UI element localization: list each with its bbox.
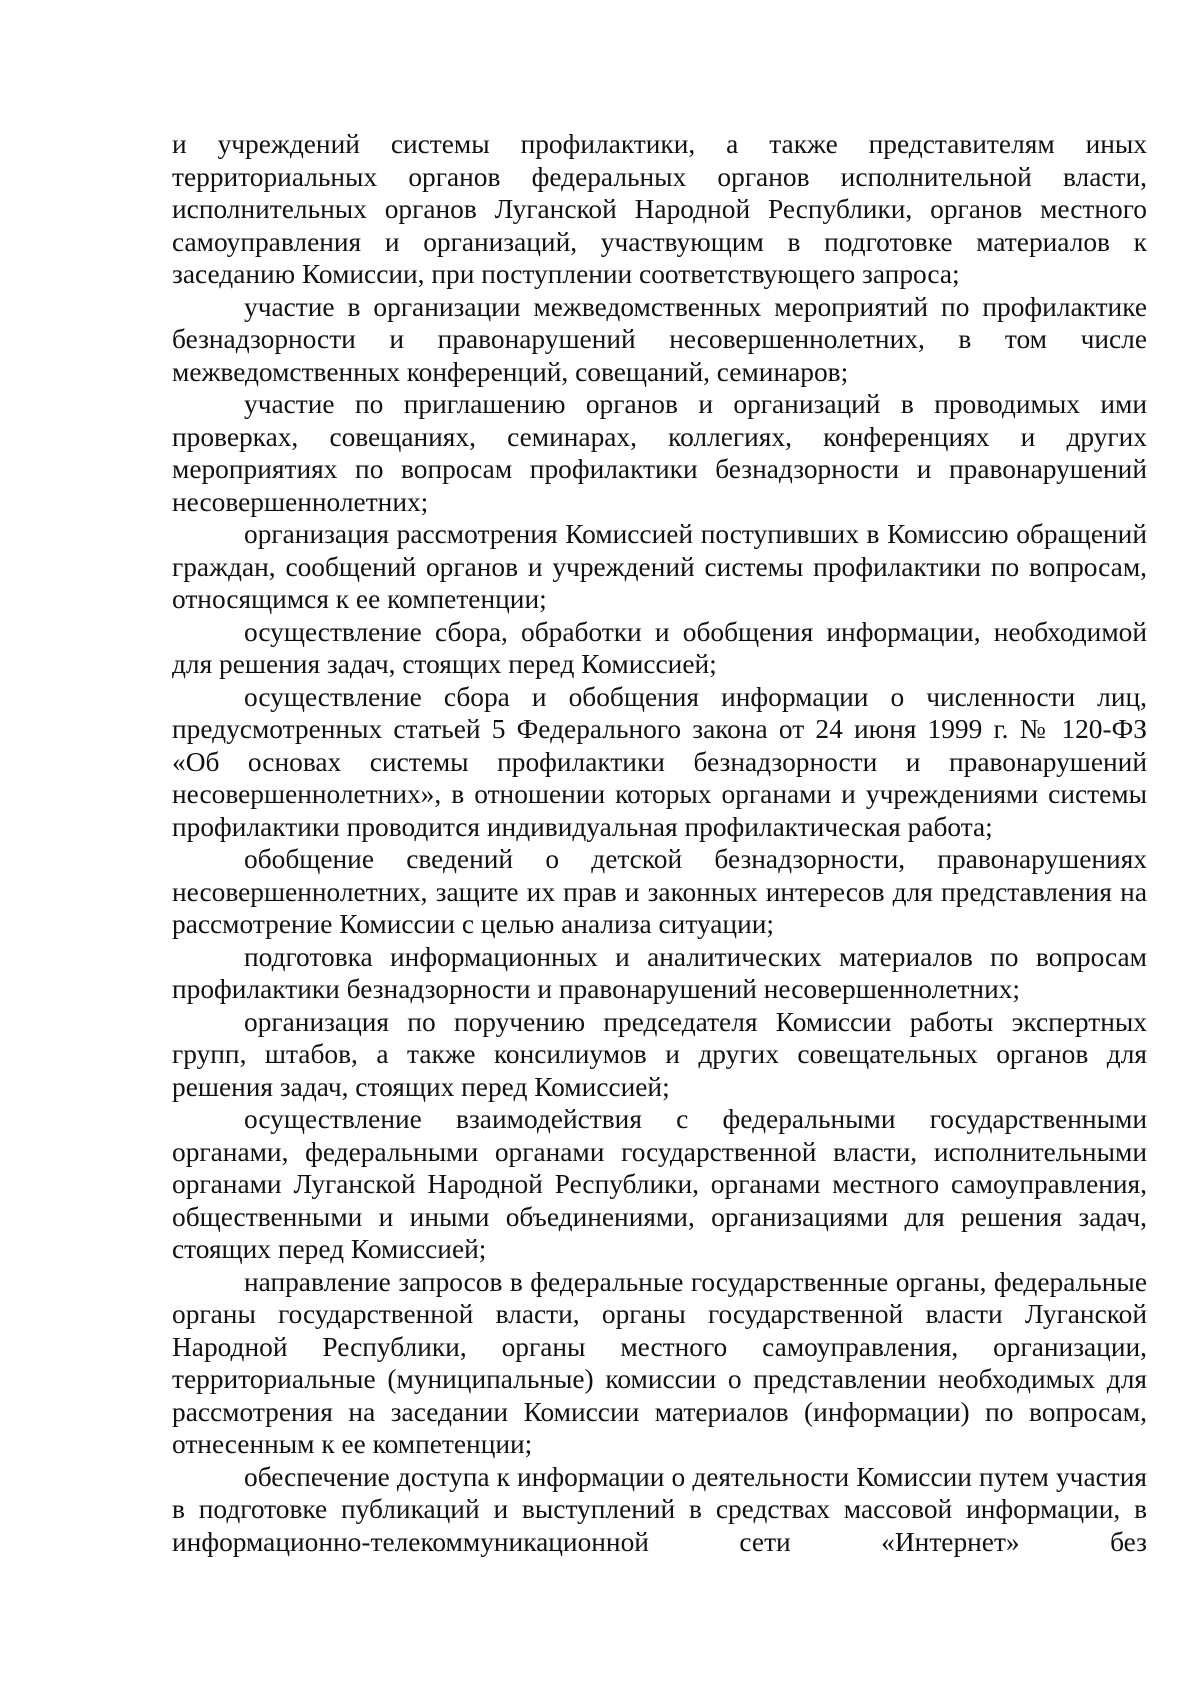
paragraph-appeals-review: организация рассмотрения Комиссией поступивших в Комиссию обращений граждан, сообщений органов и учреждений системы профилактики по вопросам, относящимся к ее компетенции;: [172, 519, 1147, 614]
paragraph-continuation: и учреждений системы профилактики, а также представителям иных территориальных органов федеральных органов исполнительной власти, исполнительных органов Луганской Народной Республики, органов местного самоуправления и организаций, участвующим в подготовке материалов к заседанию Комиссии, при поступлении соответствующего запроса;: [172, 129, 1147, 289]
paragraph-information-access: обеспечение доступа к информации о деятельности Комиссии путем участия в подготовке публикаций и выступлений в средствах массовой информации, в информационно-телекоммуникационной сети «Интернет» без: [172, 1461, 1147, 1557]
paragraph-interaction: осуществление взаимодействия с федеральными государственными органами, федеральными органами государственной власти, исполнительными органами Луганской Народной Республики, органами местного самоуправления, общественными и иными объединениями, организациями для решения задач, стоящих перед Комиссией;: [172, 1104, 1147, 1264]
paragraph-participation-inspections: участие по приглашению органов и организаций в проводимых ими проверках, совещаниях, семинарах, коллегиях, конференциях и других мероприятиях по вопросам профилактики безнадзорности и правонарушений несовершеннолетних;: [172, 389, 1147, 517]
paragraph-analytical-materials: подготовка информационных и аналитических материалов по вопросам профилактики безнадзорности и правонарушений несовершеннолетних;: [172, 941, 1147, 1004]
paragraph-interagency-events: участие в организации межведомственных мероприятий по профилактике безнадзорности и правонарушений несовершеннолетних, в том числе межведомственных конференций, совещаний, семинаров;: [172, 291, 1147, 387]
document-page: [172, 128, 1147, 1558]
paragraph-requests: направление запросов в федеральные государственные органы, федеральные органы государственной власти, органы государственной власти Луганской Народной Республики, органы местного самоуправления, организации, территориальные (муниципальные) комиссии о представлении необходимых для рассмотрения на заседании Комиссии материалов (информации) по вопросам, отнесенным к ее компетенции;: [172, 1266, 1147, 1459]
paragraph-information-collection: осуществление сбора, обработки и обобщения информации, необходимой для решения задач, стоящих перед Комиссией;: [172, 616, 1147, 679]
paragraph-expert-groups: организация по поручению председателя Комиссии работы экспертных групп, штабов, а также консилиумов и других совещательных органов для решения задач, стоящих перед Комиссией;: [172, 1006, 1147, 1102]
paragraph-persons-count: осуществление сбора и обобщения информации о численности лиц, предусмотренных статьей 5 Федерального закона от 24 июня 1999 г. № 120-ФЗ «Об основах системы профилактики безнадзорности и правонарушений несовершеннолетних», в отношении которых органами и учреждениями системы профилактики проводится индивидуальная профилактическая работа;: [172, 681, 1147, 842]
paragraph-neglect-summary: обобщение сведений о детской безнадзорности, правонарушениях несовершеннолетних, защите их прав и законных интересов для представления на рассмотрение Комиссии с целью анализа ситуации;: [172, 844, 1147, 939]
